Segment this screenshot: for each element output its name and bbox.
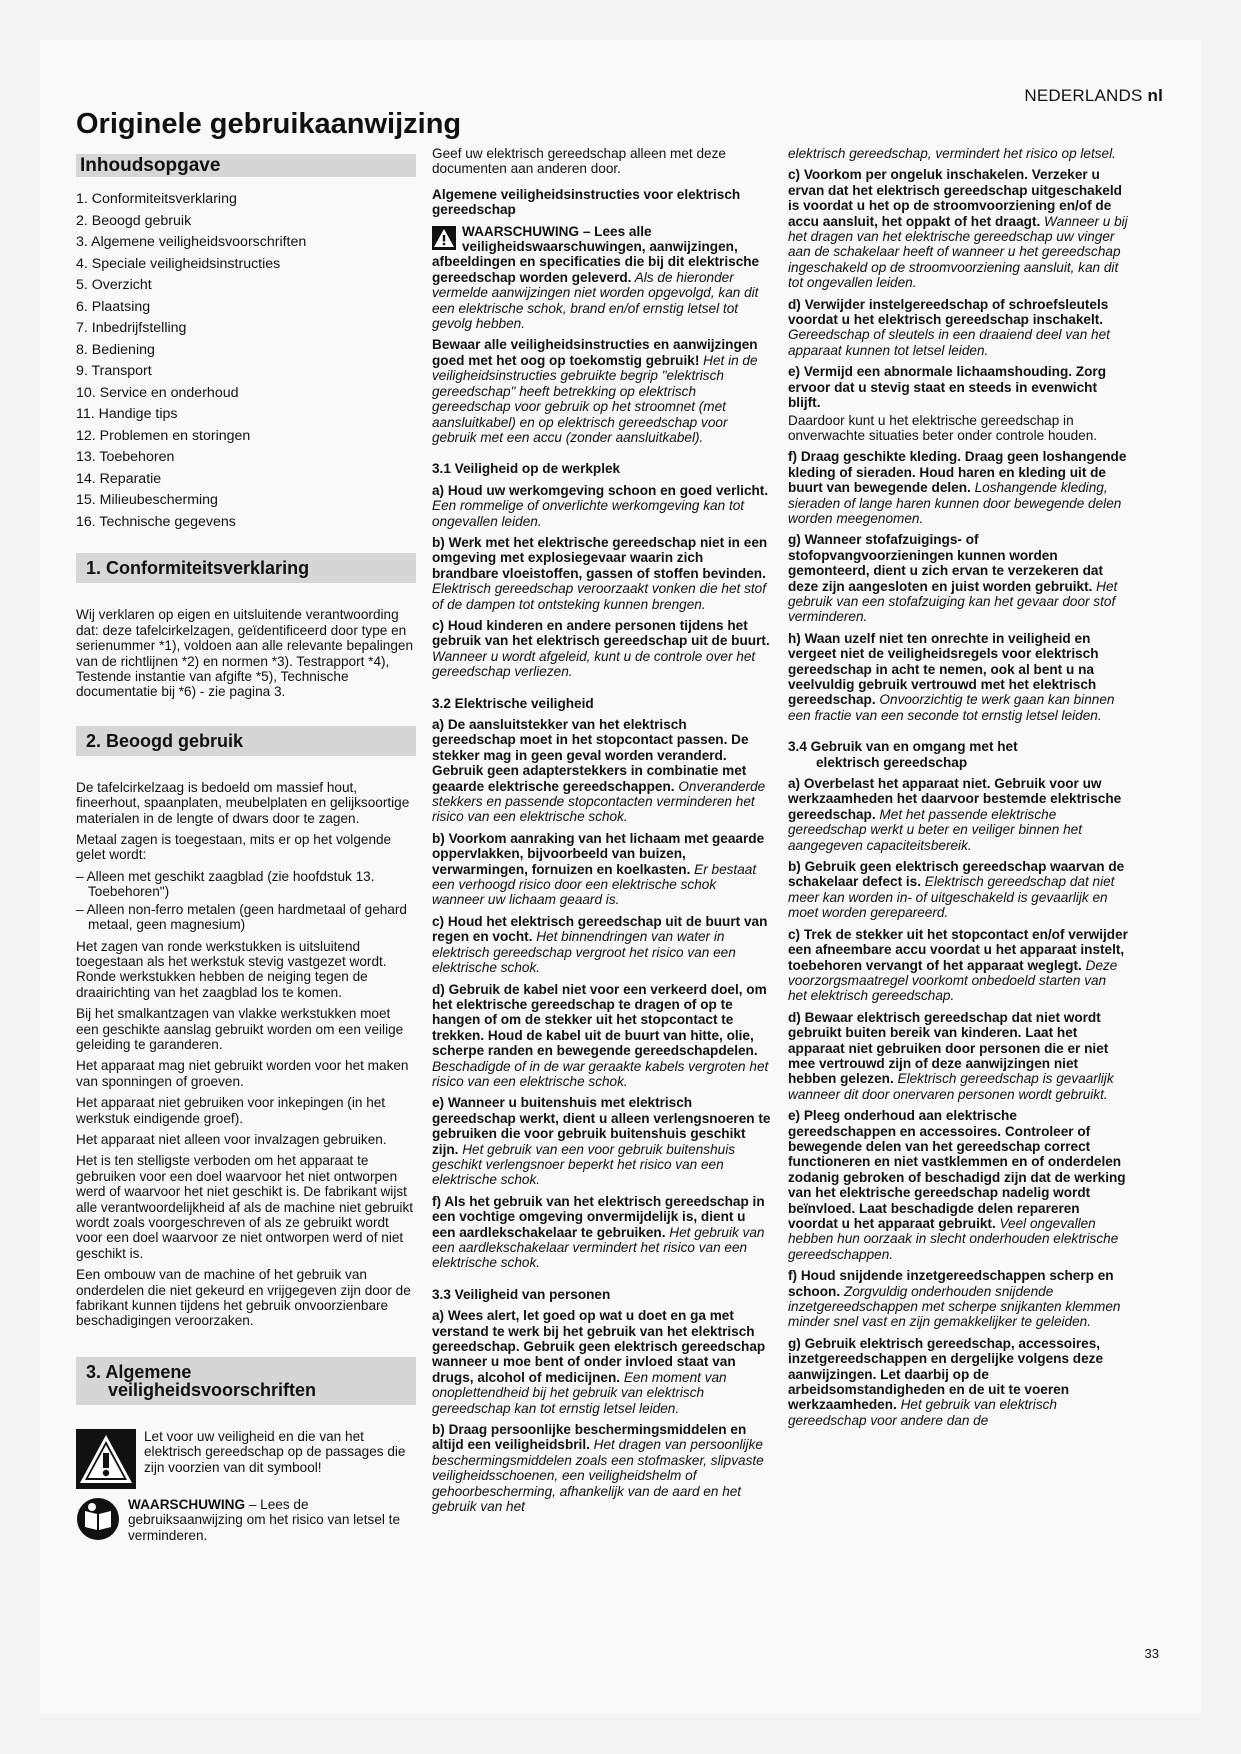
toc-item: 9. Transport [76, 363, 152, 380]
sec2-p6: Het apparaat niet gebruiken voor inkepingen (in het werkstuk eindigende groef). [76, 1095, 386, 1126]
toc-item: 15. Milieubescherming [76, 492, 218, 509]
toc-item: 6. Plaatsing [76, 298, 151, 315]
c3-34c: c) Trek de stekker uit het stopcontact en/of verwijder een afneembare accu voordat u het apparaat instelt, toebehoren vervangt of het apparaat weglegt. Deze voorzorgsmaatregel voorkomt onbedoeld starten van het elektrisch gereedschap. [788, 926, 1128, 1004]
toc-heading: Inhoudsopgave [76, 154, 416, 177]
toc-item: 10. Service en onderhoud [76, 384, 239, 401]
c3-34a: a) Overbelast het apparaat niet. Gebruik voor uw werkzaamheden het daarvoor bestemde elektrische gereedschap. Met het passende elektrische gereedschap werkt u beter en veiliger binnen het aangegeven capaciteitsbereik. [788, 776, 1122, 853]
sec2-p5: Het apparaat mag niet gebruikt worden voor het maken van sponningen of groeven. [76, 1058, 409, 1089]
sec2-dash-2: – Alleen non-ferro metalen (geen hardmetaal of gehard metaal, geen magnesium) [76, 901, 407, 933]
c3-34d: d) Bewaar elektrisch gereedschap dat niet wordt gebruikt buiten bereik van kinderen. Laat het apparaat niet gebruiken door personen die er niet mee vertrouwd zijn of deze aanwijzingen niet hebben gelezen. Elektrisch gereedschap is gevaarlijk wanneer dit door onervaren personen wordt gebruikt. [788, 1009, 1114, 1102]
page-number: 33 [1144, 1646, 1159, 1661]
sec2-p7: Het apparaat niet alleen voor invalzagen gebruiken. [76, 1131, 387, 1147]
c2-warning: WAARSCHUWING – Lees alle veiligheidswaarschuwingen, aanwijzingen, afbeeldingen en specificaties die bij dit elektrische gereedschap worden geleverd. Als de hieronder vermelde aanwijzingen niet worden opgevolgd, kan dit een elektrische schok, brand en/of ernstig letsel tot gevolg hebben. [432, 223, 760, 332]
column-1 [76, 154, 416, 1543]
c2-general-heading: Algemene veiligheidsinstructies voor elektrisch gereedschap [432, 186, 741, 218]
sec2-dash-1: – Alleen met geschikt zaagblad (zie hoofdstuk 13. Toebehoren") [76, 868, 375, 900]
c2-32c: c) Houd het elektrisch gereedschap uit de buurt van regen en vocht. Het binnendringen van water in elektrisch gereedschap vergroot het risico van een elektrische schok. [432, 913, 768, 976]
toc-item: 1. Conformiteitsverklaring [76, 191, 237, 208]
c2-32a: a) De aansluitstekker van het elektrisch gereedschap moet in het stopcontact passen. De stekker mag in geen geval worden veranderd. Gebruik geen adapterstekkers in combinatie met geaarde elektrische gereedschappen. Onveranderde stekkers en passende stopcontacten verminderen het risico van een elektrische schok. [432, 717, 766, 825]
c3-33f: f) Draag geschikte kleding. Draag geen loshangende kleding of sieraden. Houd haren en kleding uit de buurt van bewegende delen. Loshangende kleding, sieraden of lange haren kunnen door bewegende delen worden meegenomen. [788, 449, 1127, 526]
sec2-p4: Bij het smalkantzagen van vlakke werkstukken moet een geschikte aanslag gebruikt worden om een veilige geleiding te garanderen. [76, 1006, 404, 1052]
warning-triangle-icon [432, 226, 456, 250]
toc-item: 12. Problemen en storingen [76, 427, 251, 444]
c2-32b: b) Voorkom aanraking van het lichaam met geaarde oppervlakken, bijvoorbeeld van buizen, verwarmingen, fornuizen en koelkasten. Er bestaat een verhoogd risico door een elektrische schok wanneer uw lichaam geaard is. [432, 830, 765, 908]
c2-keep: Bewaar alle veiligheidsinstructies en aanwijzingen goed met het oog op toekomstig gebruik! Het in de veiligheidsinstructies gebruikte begrip "elektrisch gereedschap" heeft betrekking op elektrisch gereedschap voor gebruik op het stroomnet (met aansluitkabel) en op elektrisch gereedschap voor gebruik met een accu (zonder aansluitkabel). [432, 337, 758, 445]
toc-item: 7. Inbedrijfstelling [76, 320, 187, 337]
c3-34f: f) Houd snijdende inzetgereedschappen scherp en schoon. Zorgvuldig onderhouden snijdende inzetgereedschappen met scherpe snijkanten klemmen minder snel vast en zijn gemakkelijker te geleiden. [788, 1268, 1121, 1330]
sec2-p8: Het is ten stelligste verboden om het apparaat te gebruiken voor een doel waarvoor het niet ontworpen werd of waarvoor het niet geschikt is. De fabrikant wijst alle verantwoordelijkheid af als de machine niet gebruikt wordt zoals voorgeschreven of als ze gebruikt wordt voor een doel waarvoor ze niet ontworpen werd of niet geschikt is. [76, 1153, 414, 1261]
symbol-note-text: Let voor uw veiligheid en die van het elektrisch gereedschap op de passages die zijn voorzien van dit symbool! [144, 1428, 406, 1475]
section-1-heading: 1. Conformiteitsverklaring [76, 553, 416, 583]
section-2-heading: 2. Beoogd gebruik [76, 726, 416, 756]
manual-warning-text: WAARSCHUWING – Lees de gebruiksaanwijzing om het risico van letsel te verminderen. [128, 1496, 401, 1543]
toc-list [76, 189, 416, 533]
c2-33b: b) Draag persoonlijke beschermingsmiddelen en altijd een veiligheidsbril. Het dragen van persoonlijke beschermingsmiddelen zoals een stofmasker, slipvaste veiligheidsschoenen, een veiligheidshelm of gehoorbescherming, afhankelijk van de aard en het gebruik van het [432, 1422, 764, 1515]
column-3 [788, 146, 1128, 1434]
language-header: NEDERLANDS nl [1024, 86, 1163, 105]
column-2 [432, 146, 772, 1521]
c2-intro: Geef uw elektrisch gereedschap alleen met deze documenten aan anderen door. [432, 146, 726, 177]
c3-34b: b) Gebruik geen elektrisch gereedschap waarvan de schakelaar defect is. Elektrisch gereedschap dat niet meer kan worden in- of uitgeschakeld is gevaarlijk en moet worden gerepareerd. [788, 859, 1125, 921]
c3-33h: h) Waan uzelf niet ten onrechte in veiligheid en vergeet niet de veiligheidsregels voor elektrisch gereedschap in acht te nemen, ook al bent u na veelvuldig gebruik vertrouwd met het elektrisch gereedschap. Onvoorzichtig te werk gaan kan binnen een fractie van een seconde tot ernstig letsel leiden. [788, 630, 1115, 723]
c2-33a: a) Wees alert, let goed op wat u doet en ga met verstand te werk bij het gebruik van het elektrisch gereedschap. Gebruik geen elektrisch gereedschap wanneer u moe bent of onder invloed staat van drugs, alcohol of medicijnen. Een moment van onoplettendheid bij het gebruik van elektrisch gereedschap kan tot ernstig letsel leiden. [432, 1308, 766, 1416]
read-manual-icon [76, 1497, 120, 1541]
section-3-heading: 3. Algemene veiligheidsvoorschriften [76, 1357, 416, 1405]
toc-item: 3. Algemene veiligheidsvoorschriften [76, 234, 307, 251]
c3-34e: e) Pleeg onderhoud aan elektrische gereedschappen en accessoires. Controleer of bewegende delen van het gereedschap correct functioneren en niet vastklemmen en of onderdelen zodanig gebroken of beschadigd zijn dat de werking van het elektrische gereedschap nadelig wordt beïnvloed. Laat beschadigde delen repareren voordat u het apparaat gebruikt. Veel ongevallen hebben hun oorzaak in slecht onderhouden elektrische gereedschappen. [788, 1108, 1126, 1262]
c3-cont: elektrisch gereedschap, vermindert het risico op letsel. [788, 146, 1116, 161]
toc-item: 4. Speciale veiligheidsinstructies [76, 255, 281, 272]
toc-item: 14. Reparatie [76, 470, 162, 487]
toc-item: 13. Toebehoren [76, 449, 175, 466]
c2-h31: 3.1 Veiligheid op de werkplek [432, 461, 621, 477]
c2-31b: b) Werk met het elektrische gereedschap niet in een omgeving met explosiegevaar waarin zich brandbare vloeistoffen, gassen of stoffen bevinden. Elektrisch gereedschap veroorzaakt vonken die het stof of de dampen tot ontsteking kunnen brengen. [432, 534, 768, 612]
sec2-p2: Metaal zagen is toegestaan, mits er op het volgende gelet wordt: [76, 832, 392, 863]
sec2-p3: Het zagen van ronde werkstukken is uitsluitend toegestaan als het werkstuk stevig vastgezet wordt. Ronde werkstukken hebben de neiging tegen de draairichting van het zaagblad los te komen. [76, 938, 387, 1000]
manual-warning-note [76, 1497, 416, 1543]
c2-h33: 3.3 Veiligheid van personen [432, 1286, 611, 1302]
c2-32d: d) Gebruik de kabel niet voor een verkeerd doel, om het elektrische gereedschap te dragen of op te hangen of om de stekker uit het stopcontact te trekken. Houd de kabel uit de buurt van hitte, olie, scherpe randen en bewegende gereedschapdelen. Beschadigde of in de war geraakte kabels vergroten het risico van een elektrische schok. [432, 981, 769, 1089]
c2-32f: f) Als het gebruik van het elektrisch gereedschap in een vochtige omgeving onvermijdelijk is, dient u een aardlekschakelaar te gebruiken. Het gebruik van een aardlekschakelaar vermindert het risico van een elektrische schok. [432, 1193, 765, 1271]
toc-item: 2. Beoogd gebruik [76, 212, 192, 229]
c3-33c: c) Voorkom per ongeluk inschakelen. Verzeker u ervan dat het elektrisch gereedschap uitgeschakeld is voordat u het op de stroomvoorziening en/of de accu aansluit, het oppakt of het draagt. Wanneer u bij het dragen van het elektrische gereedschap uw vinger aan de schakelaar heeft of wanneer u het gereedschap ingeschakeld op de stroomvoorziening aansluit, kan dit tot ongevallen leiden. [788, 167, 1128, 291]
sec2-p1: De tafelcirkelzaag is bedoeld om massief hout, fineerhout, spaanplaten, meubelplaten en gelijksoortige materialen in de lengte of dwars door te zagen. [76, 779, 410, 826]
warning-symbol-note [76, 1429, 416, 1489]
document-title: Originele gebruikaanwijzing [76, 108, 462, 140]
toc-item: 16. Technische gegevens [76, 513, 236, 530]
c2-31c: c) Houd kinderen en andere personen tijdens het gebruik van het elektrisch gereedschap uit de buurt. Wanneer u wordt afgeleid, kunt u de controle over het gereedschap verliezen. [432, 617, 770, 680]
c3-33e-t: Daardoor kunt u het elektrische gereedschap in onverwachte situaties beter onder controle houden. [788, 412, 1098, 443]
c3-33g: g) Wanneer stofafzuigings- of stofopvangvoorzieningen kunnen worden gemonteerd, dient u zich ervan te verzekeren dat deze zijn aangesloten en juist worden gebruikt. Het gebruik van een stofafzuiging kan het gevaar door stof verminderen. [788, 532, 1118, 625]
c2-h32: 3.2 Elektrische veiligheid [432, 695, 594, 711]
c2-32e: e) Wanneer u buitenshuis met elektrisch gereedschap werkt, dient u alleen verlengsnoeren te gebruiken die voor gebruik buitenshuis geschikt zijn. Het gebruik van een voor gebruik buitenshuis geschikt verlengsnoer beperkt het risico van een elektrische schok. [432, 1095, 771, 1188]
c2-31a: a) Houd uw werkomgeving schoon en goed verlicht. Een rommelige of onverlichte werkomgeving kan tot ongevallen leiden. [432, 482, 769, 529]
c3-33e-b: e) Vermijd een abnormale lichaamshouding. Zorg ervoor dat u stevig staat en steeds in evenwicht blijft. [788, 364, 1107, 411]
c3-33d: d) Verwijder instelgereedschap of schroefsleutels voordat u het elektrisch gereedschap inschakelt. Gereedschap of sleutels in een draaiend deel van het apparaat kunnen tot letsel leiden. [788, 296, 1110, 358]
sec1-text: Wij verklaren op eigen en uitsluitende verantwoording dat: deze tafelcirkelzagen, geïdentificeerd door type en serienummer *1), voldoen aan alle relevante bepalingen van de richtlijnen *2) en normen *3). Testrapport *4), Testende instantie van afgifte *5), Technische documentatie bij *6) - zie pagina 3. [76, 607, 414, 700]
sec2-p9: Een ombouw van de machine of het gebruik van onderdelen die niet gekeurd en vrijgegeven zijn door de fabrikant kunnen tijdens het gebruik onvoorzienbare beschadigingen veroorzaken. [76, 1267, 411, 1329]
toc-item: 11. Handige tips [76, 406, 178, 423]
c3-34g: g) Gebruik elektrisch gereedschap, accessoires, inzetgereedschappen en dergelijke volgens deze aanwijzingen. Let daarbij op de arbeidsomstandigheden en de uit te voeren werkzaamheden. Het gebruik van elektrisch gereedschap voor andere dan de [788, 1335, 1104, 1428]
toc-item: 8. Bediening [76, 341, 155, 358]
warning-triangle-icon [76, 1429, 136, 1489]
toc-item: 5. Overzicht [76, 277, 152, 294]
c3-h34: 3.4 Gebruik van en omgang met het elektrisch gereedschap [788, 739, 1018, 770]
